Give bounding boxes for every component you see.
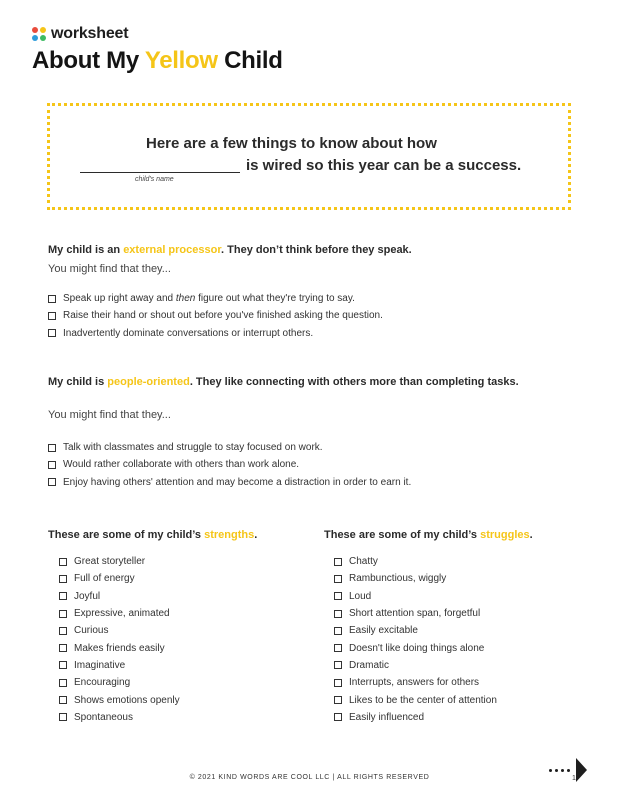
list-item bbox=[59, 588, 180, 605]
list-item bbox=[334, 570, 497, 587]
struggles-heading bbox=[324, 528, 533, 542]
list-item bbox=[59, 622, 180, 639]
checkbox[interactable] bbox=[48, 461, 56, 469]
list-item bbox=[334, 691, 497, 708]
struggles-checklist bbox=[334, 553, 497, 726]
list-item bbox=[59, 570, 180, 587]
strengths-heading bbox=[48, 528, 257, 542]
item-text: Interrupts, answers for others bbox=[349, 677, 480, 689]
checkbox[interactable] bbox=[59, 679, 67, 687]
list-item bbox=[48, 439, 411, 456]
checkbox[interactable] bbox=[48, 478, 56, 486]
checkbox[interactable] bbox=[334, 610, 342, 618]
struggles-head-highlight: struggles bbox=[480, 529, 530, 541]
section1-head-highlight: external processor bbox=[123, 244, 222, 256]
list-item bbox=[334, 622, 497, 639]
item-text: Curious bbox=[74, 625, 109, 637]
item-text-before: Speak up right away and bbox=[63, 293, 176, 305]
section2-checklist bbox=[48, 439, 411, 491]
page-title bbox=[32, 47, 283, 75]
item-text: Rambunctious, wiggly bbox=[349, 573, 447, 585]
title-prefix: About My bbox=[32, 47, 145, 74]
item-text: Expressive, animated bbox=[74, 608, 170, 620]
list-item bbox=[334, 553, 497, 570]
struggles-head-suffix: . bbox=[529, 529, 533, 541]
checkbox[interactable] bbox=[48, 444, 56, 452]
item-text: Imaginative bbox=[74, 659, 126, 671]
list-item bbox=[48, 307, 383, 324]
section1-head-suffix: . They don’t think before they speak. bbox=[221, 244, 412, 256]
item-text: Would rather collaborate with others than work alone. bbox=[63, 459, 300, 471]
item-text: Easily influenced bbox=[349, 711, 425, 723]
list-item bbox=[59, 605, 180, 622]
strengths-head-highlight: strengths bbox=[204, 529, 255, 541]
section1-head-prefix: My child is an bbox=[48, 244, 124, 256]
item-text: Enjoy having others' attention and may become a distraction in order to earn it. bbox=[63, 476, 412, 488]
child-name-field[interactable] bbox=[80, 172, 240, 173]
checkbox[interactable] bbox=[334, 661, 342, 669]
checkbox[interactable] bbox=[334, 575, 342, 583]
section1-heading bbox=[48, 243, 568, 257]
section2-head-suffix: . They like connecting with others more than completing tasks. bbox=[189, 376, 519, 388]
child-name-label: child's name bbox=[135, 176, 174, 183]
section2-head-highlight: people-oriented bbox=[107, 376, 190, 388]
item-text: Great storyteller bbox=[74, 556, 146, 568]
item-text: Raise their hand or shout out before you've finished asking the question. bbox=[63, 310, 383, 322]
item-text: Dramatic bbox=[349, 659, 390, 671]
checkbox[interactable] bbox=[59, 713, 67, 721]
checkbox[interactable] bbox=[59, 644, 67, 652]
item-text: Loud bbox=[349, 590, 372, 602]
checkbox[interactable] bbox=[334, 713, 342, 721]
checkbox[interactable] bbox=[59, 558, 67, 566]
checkbox[interactable] bbox=[59, 661, 67, 669]
list-item bbox=[59, 691, 180, 708]
page-number: 1 bbox=[572, 775, 576, 782]
list-item bbox=[48, 474, 411, 491]
item-text: Shows emotions openly bbox=[74, 694, 180, 706]
section1-checklist bbox=[48, 290, 383, 342]
section1-subheading: You might find that they... bbox=[48, 263, 171, 275]
section2-head-prefix: My child is bbox=[48, 376, 108, 388]
item-text: Doesn't like doing things alone bbox=[349, 642, 485, 654]
strengths-checklist bbox=[59, 553, 180, 726]
list-item bbox=[59, 709, 180, 726]
brand-name: worksheet bbox=[51, 25, 129, 42]
list-item bbox=[59, 674, 180, 691]
strengths-head-prefix: These are some of my child’s bbox=[48, 529, 205, 541]
item-text: Short attention span, forgetful bbox=[349, 608, 481, 620]
checkbox[interactable] bbox=[48, 329, 56, 337]
checkbox[interactable] bbox=[48, 312, 56, 320]
item-text: Spontaneous bbox=[74, 711, 133, 723]
struggles-head-prefix: These are some of my child’s bbox=[324, 529, 481, 541]
checkbox[interactable] bbox=[59, 592, 67, 600]
list-item bbox=[48, 290, 383, 307]
item-text: Easily excitable bbox=[349, 625, 418, 637]
logo-dots-icon bbox=[32, 27, 46, 41]
section2-heading bbox=[48, 375, 568, 389]
checkbox[interactable] bbox=[334, 644, 342, 652]
list-item bbox=[334, 657, 497, 674]
item-text: Inadvertently dominate conversations or interrupt others. bbox=[63, 327, 314, 339]
item-text: Likes to be the center of attention bbox=[349, 694, 497, 706]
item-text: Makes friends easily bbox=[74, 642, 165, 654]
title-suffix: Child bbox=[217, 47, 283, 74]
checkbox[interactable] bbox=[59, 696, 67, 704]
intro-box bbox=[47, 103, 571, 210]
item-text: Chatty bbox=[349, 556, 378, 568]
list-item bbox=[334, 709, 497, 726]
list-item bbox=[334, 639, 497, 656]
list-item bbox=[59, 657, 180, 674]
checkbox[interactable] bbox=[334, 679, 342, 687]
title-highlight: Yellow bbox=[144, 47, 218, 74]
list-item bbox=[59, 553, 180, 570]
item-text: Encouraging bbox=[74, 677, 131, 689]
list-item bbox=[48, 325, 383, 342]
list-item bbox=[334, 588, 497, 605]
item-text: Talk with classmates and struggle to stay focused on work. bbox=[63, 442, 323, 454]
item-text bbox=[63, 293, 355, 304]
checkbox[interactable] bbox=[334, 696, 342, 704]
checkbox[interactable] bbox=[59, 575, 67, 583]
item-text: Joyful bbox=[74, 590, 101, 602]
strengths-head-suffix: . bbox=[254, 529, 258, 541]
checkbox[interactable] bbox=[334, 592, 342, 600]
checkbox[interactable] bbox=[334, 558, 342, 566]
section2-subheading: You might find that they... bbox=[48, 409, 171, 421]
checkbox[interactable] bbox=[59, 627, 67, 635]
brand-logo bbox=[32, 25, 128, 43]
item-text-emphasis: then bbox=[175, 293, 196, 305]
item-text-after: figure out what they're trying to say. bbox=[195, 293, 355, 305]
checkbox[interactable] bbox=[334, 627, 342, 635]
list-item bbox=[334, 674, 497, 691]
intro-line-1: Here are a few things to know about how bbox=[146, 135, 437, 152]
checkbox[interactable] bbox=[48, 295, 56, 303]
list-item bbox=[59, 639, 180, 656]
list-item bbox=[48, 456, 411, 473]
item-text: Full of energy bbox=[74, 573, 135, 585]
footer-copyright: © 2021 KIND WORDS ARE COOL LLC | ALL RIGHTS RESERVED bbox=[189, 774, 430, 781]
checkbox[interactable] bbox=[59, 610, 67, 618]
list-item bbox=[334, 605, 497, 622]
intro-line-2: is wired so this year can be a success. bbox=[246, 157, 522, 174]
